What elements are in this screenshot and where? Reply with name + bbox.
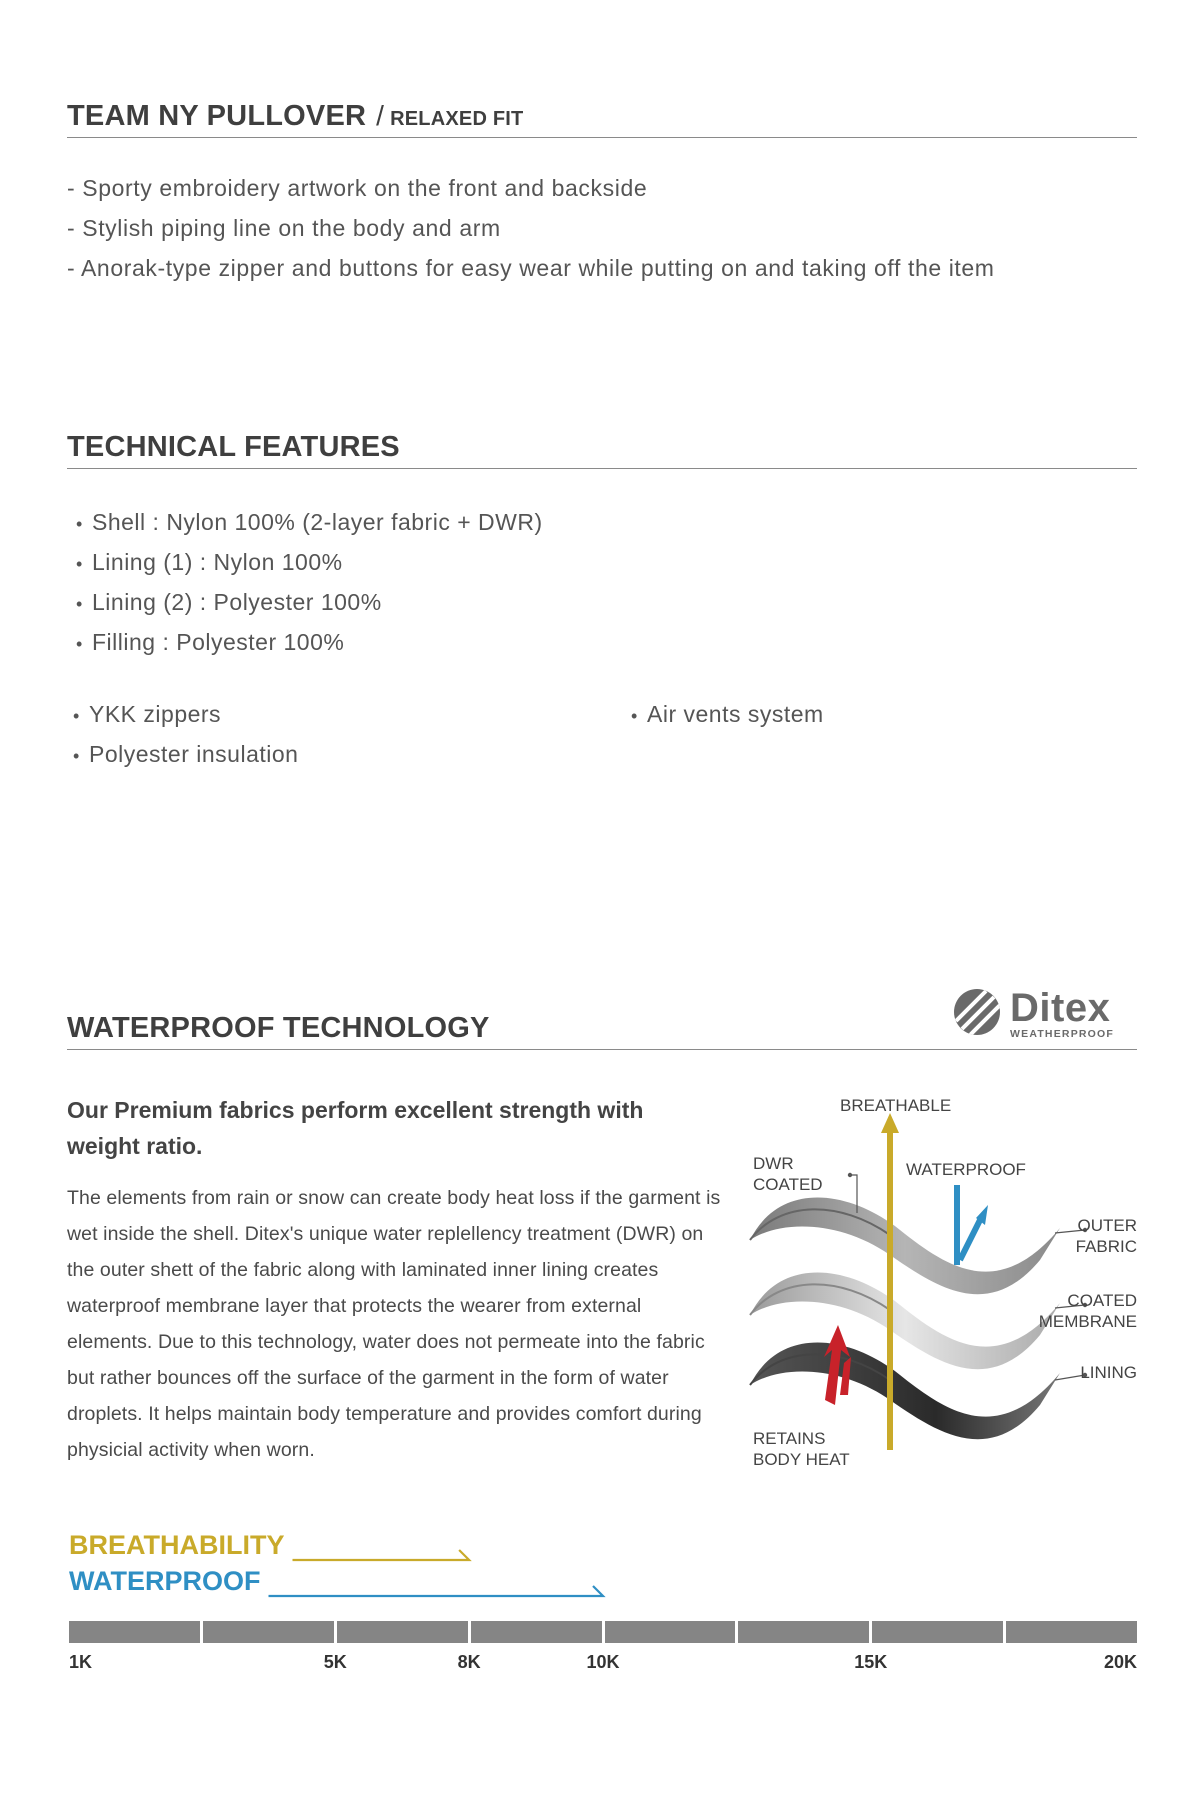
fit-label: RELAXED FIT	[390, 108, 524, 130]
fabric-layer-diagram	[740, 1095, 1140, 1495]
features-list-right	[631, 694, 824, 734]
breathable-arrowhead-icon	[881, 1113, 899, 1133]
waterproof-body: The elements from rain or snow can create body heat loss if the garment is wet inside the shell. Ditex's unique water replellency treatment (DWR) on the outer shett of the fabric along with laminated inner lining creates waterproof membrane layer that protects the wearer from external elements. Due to this technology, water does not permeate into the fabric but rather bounces off the surface of the garment in the form of water droplets. It helps maintain body temperature and provides comfort during physicial activity when worn.	[67, 1187, 721, 1461]
bullet-icon: •	[73, 746, 80, 766]
bullet-icon: •	[631, 706, 638, 726]
list-item: • YKK zippers	[73, 694, 298, 734]
bullet-icon: •	[76, 514, 83, 534]
breathability-rating-line	[293, 1550, 470, 1560]
list-item: • Lining (2) : Polyester 100%	[76, 582, 543, 622]
scale-segment	[605, 1621, 736, 1643]
materials-list	[76, 502, 543, 662]
scale-tick-label: 20K	[1103, 1652, 1137, 1672]
scale-segment	[203, 1621, 334, 1643]
ditex-logo-icon	[952, 987, 1002, 1037]
list-item: • Polyester insulation	[73, 734, 298, 774]
rating-scale-bar	[69, 1621, 1137, 1643]
list-item: • Filling : Polyester 100%	[76, 622, 543, 662]
bullet-icon: •	[73, 706, 80, 726]
scale-segment	[738, 1621, 869, 1643]
waterproof-technology-title: WATERPROOF TECHNOLOGY	[67, 1012, 490, 1044]
product-name: TEAM NY PULLOVER	[67, 100, 367, 132]
scale-segment	[1006, 1621, 1137, 1643]
list-item: • Lining (1) : Nylon 100%	[76, 542, 543, 582]
outer-fabric-label: OUTER FABRIC	[1075, 1216, 1137, 1256]
section-divider	[67, 468, 1137, 469]
product-description-list	[67, 168, 995, 288]
breathability-label: BREATHABILITY	[69, 1530, 285, 1560]
lining-label: LINING	[1080, 1363, 1137, 1382]
retains-body-heat-label: RETAINS BODY HEAT	[753, 1429, 850, 1469]
breathability-rating-arrow	[0, 1548, 1200, 1564]
waterproof-diagram-label: WATERPROOF	[906, 1160, 1026, 1179]
technical-features-title: TECHNICAL FEATURES	[67, 431, 400, 463]
breathable-label: BREATHABLE	[840, 1096, 952, 1115]
scale-tick-label: 8K	[457, 1652, 481, 1672]
bullet-icon: •	[76, 554, 83, 574]
ditex-logo	[950, 986, 1140, 1042]
section-divider	[67, 1049, 1137, 1050]
section-divider	[67, 137, 1137, 138]
bullet-icon: •	[76, 594, 83, 614]
title-separator: /	[376, 100, 385, 131]
scale-tick-label: 15K	[854, 1652, 888, 1672]
ditex-logo-subtitle: WEATHERPROOF	[1010, 1028, 1115, 1040]
waterproof-rating-line	[269, 1586, 604, 1596]
waterproof-rating-label: WATERPROOF	[69, 1566, 261, 1596]
scale-tick-label: 1K	[69, 1652, 93, 1672]
description-item: - Stylish piping line on the body and arm	[67, 215, 501, 241]
features-list-left	[73, 694, 298, 774]
scale-segment	[337, 1621, 468, 1643]
ditex-logo-word: Ditex	[1010, 986, 1111, 1030]
scale-segment	[872, 1621, 1003, 1643]
scale-segment	[69, 1621, 200, 1643]
scale-tick-label: 5K	[323, 1652, 347, 1672]
description-item: - Sporty embroidery artwork on the front and backside	[67, 175, 648, 201]
product-title	[67, 100, 523, 133]
description-item: - Anorak-type zipper and buttons for easy wear while putting on and taking off the item	[67, 255, 995, 281]
bullet-icon: •	[76, 634, 83, 654]
list-item: • Shell : Nylon 100% (2-layer fabric + DWR)	[76, 502, 543, 542]
list-item: • Air vents system	[631, 694, 824, 734]
dwr-coated-label: DWR COATED	[753, 1154, 823, 1194]
waterproof-lead: Our Premium fabrics perform excellent strength with weight ratio.	[67, 1097, 644, 1159]
coated-membrane-label: COATED MEMBRANE	[1038, 1291, 1137, 1331]
waterproof-rating-arrow	[0, 1584, 1200, 1600]
waterproof-bounce-arrow-icon	[960, 1220, 980, 1260]
scale-segment	[471, 1621, 602, 1643]
scale-tick-label: 10K	[586, 1652, 620, 1672]
